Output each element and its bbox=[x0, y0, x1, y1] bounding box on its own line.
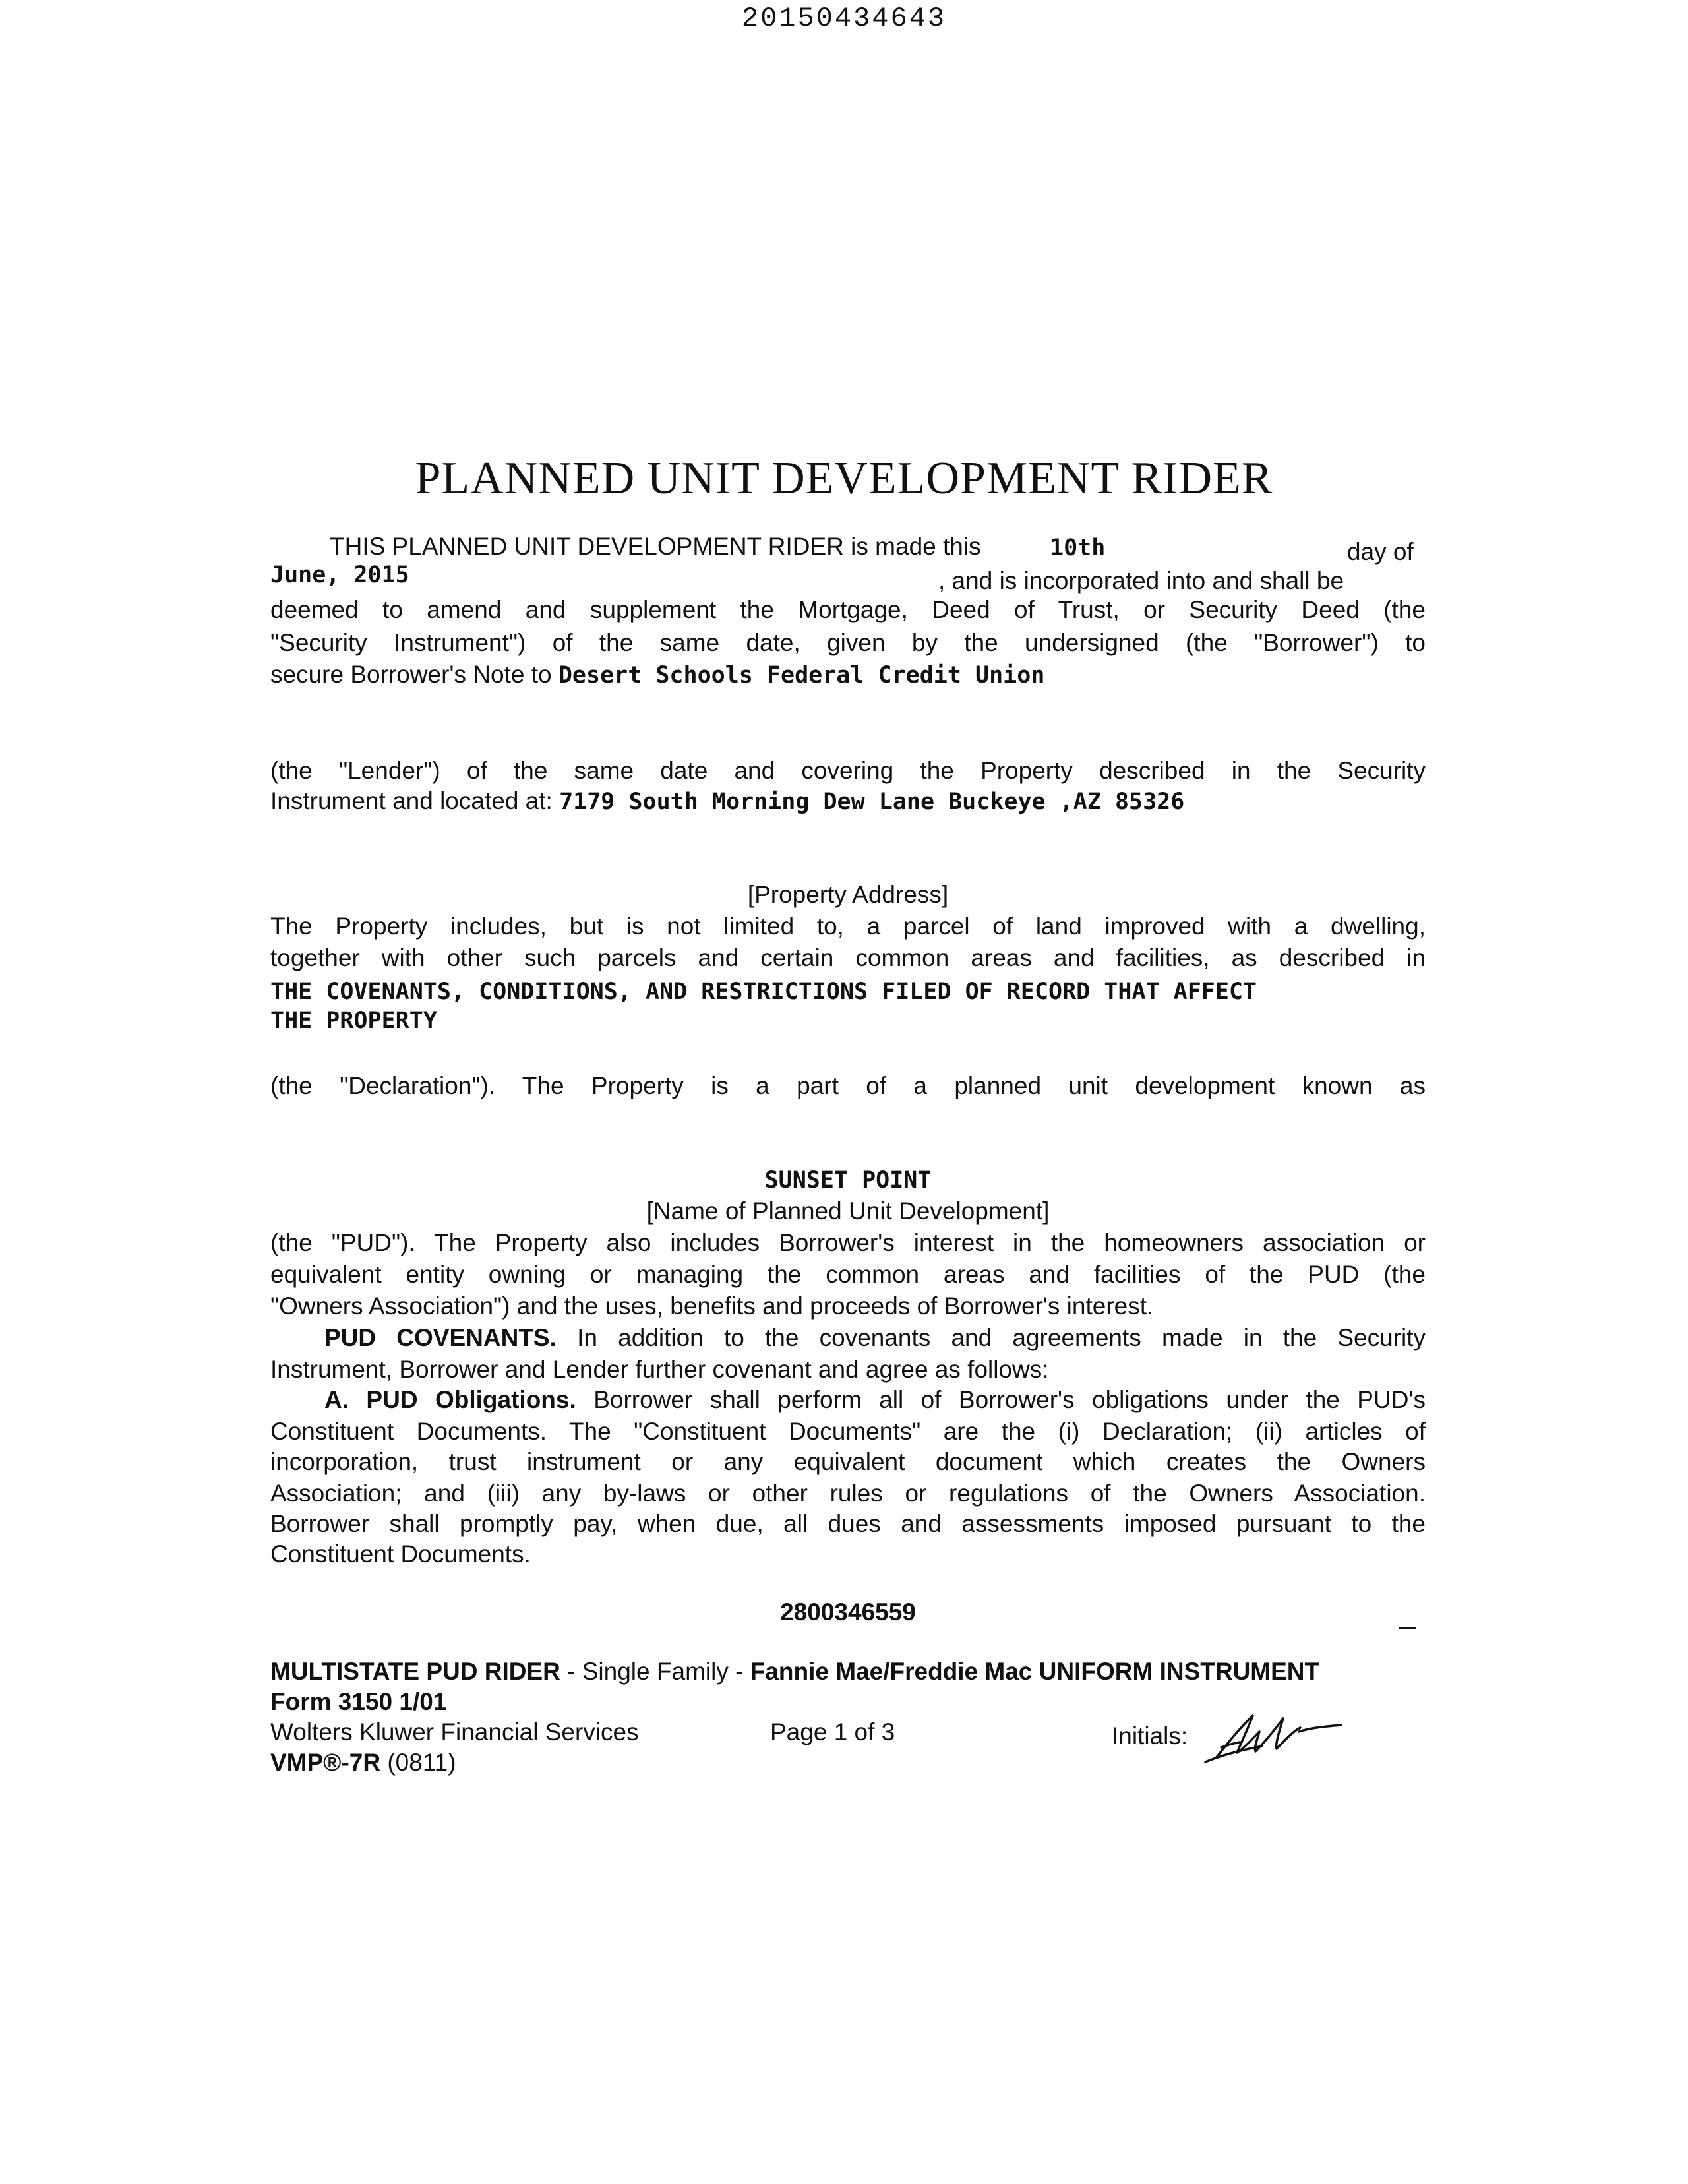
declaration-line: (the "Declaration"). The Property is a part of a planned unit development known as bbox=[270, 1072, 1426, 1099]
page-title: PLANNED UNIT DEVELOPMENT RIDER bbox=[415, 453, 1273, 504]
property-line2: together with other such parcels and certain common areas and facilities, as described in bbox=[270, 944, 1426, 971]
preamble-line2-tail: , and is incorporated into and shall be bbox=[938, 567, 1344, 594]
preamble-line1-tail: day of bbox=[1347, 538, 1414, 565]
footer-initials-label: Initials: bbox=[1112, 1722, 1188, 1749]
property-address-caption: [Property Address] bbox=[747, 881, 949, 908]
section-a-line2: Constituent Documents. The "Constituent Documents" are the (i) Declaration; (ii) articles of bbox=[270, 1418, 1426, 1445]
section-a-heading: A. PUD Obligations. bbox=[324, 1386, 576, 1413]
declaration-reference-line1: THE COVENANTS, CONDITIONS, AND RESTRICTIONS FILED OF RECORD THAT AFFECT bbox=[270, 979, 1257, 1005]
section-a-line3: incorporation, trust instrument or any equivalent document which creates the Owners bbox=[270, 1448, 1426, 1475]
pud-line2: equivalent entity owning or managing the common areas and facilities of the PUD (the bbox=[270, 1261, 1426, 1288]
covenants-heading: PUD COVENANTS. bbox=[324, 1324, 557, 1351]
footer-form-title: MULTISTATE PUD RIDER bbox=[270, 1658, 560, 1685]
initials-signature bbox=[1201, 1709, 1345, 1770]
section-a-line1-text: Borrower shall perform all of Borrower's obligations under the PUD's bbox=[593, 1386, 1426, 1413]
lender-line1: (the "Lender") of the same date and covering the Property described in the Security bbox=[270, 757, 1426, 784]
lender-line2 bbox=[270, 787, 1184, 815]
property-line1: The Property includes, but is not limited to, a parcel of land improved with a dwelling, bbox=[270, 913, 1426, 940]
declaration-reference-line2: THE PROPERTY bbox=[270, 1008, 437, 1034]
section-a-line4: Association; and (iii) any by-laws or other rules or regulations of the Owners Association. bbox=[270, 1480, 1426, 1507]
footer-uniform-instrument: Fannie Mae/Freddie Mac UNIFORM INSTRUMENT bbox=[750, 1658, 1320, 1685]
footer-single-family: - Single Family - bbox=[567, 1658, 744, 1685]
preamble-line5 bbox=[270, 661, 1044, 688]
document-number: 20150434643 bbox=[741, 3, 947, 34]
section-a-line1 bbox=[324, 1386, 1426, 1414]
footer-form-number: Form 3150 1/01 bbox=[270, 1688, 447, 1715]
pud-name-caption: [Name of Planned Unit Development] bbox=[646, 1198, 1050, 1225]
section-a-line6: Constituent Documents. bbox=[270, 1540, 531, 1567]
covenants-line1-text: In addition to the covenants and agreements made in the Security bbox=[577, 1324, 1426, 1351]
covenants-line1 bbox=[324, 1324, 1426, 1352]
preamble-line4: "Security Instrument") of the same date, given by the undersigned (the "Borrower") to bbox=[270, 629, 1426, 656]
loan-number: 2800346559 bbox=[780, 1598, 916, 1625]
footer-vmp-code: VMP®-7R bbox=[270, 1749, 381, 1776]
lender-name: Desert Schools Federal Credit Union bbox=[558, 662, 1045, 688]
footer-vmp-line bbox=[270, 1749, 456, 1776]
preamble-line5-lead: secure Borrower's Note to bbox=[270, 661, 552, 688]
covenants-line2: Instrument, Borrower and Lender further covenant and agree as follows: bbox=[270, 1356, 1049, 1383]
preamble-line1-lead: THIS PLANNED UNIT DEVELOPMENT RIDER is made this bbox=[330, 533, 981, 560]
property-address: 7179 South Morning Dew Lane Buckeye ,AZ 85326 bbox=[559, 789, 1185, 815]
footer-form-line bbox=[270, 1658, 1319, 1685]
section-a-line5: Borrower shall promptly pay, when due, all dues and assessments imposed pursuant to the bbox=[270, 1510, 1426, 1537]
rider-day: 10th bbox=[1050, 535, 1106, 561]
pud-name: SUNSET POINT bbox=[764, 1167, 932, 1194]
pud-line1: (the "PUD"). The Property also includes Borrower's interest in the homeowners association or bbox=[270, 1229, 1426, 1256]
footer-vmp-revision: (0811) bbox=[387, 1749, 456, 1776]
footer-page-number: Page 1 of 3 bbox=[770, 1718, 895, 1745]
separator-dash bbox=[1399, 1627, 1416, 1629]
pud-line3: "Owners Association") and the uses, benefits and proceeds of Borrower's interest. bbox=[270, 1292, 1154, 1320]
lender-line2-lead: Instrument and located at: bbox=[270, 787, 553, 814]
footer-publisher: Wolters Kluwer Financial Services bbox=[270, 1718, 639, 1745]
rider-date: June, 2015 bbox=[270, 562, 409, 588]
preamble-line3: deemed to amend and supplement the Mortgage, Deed of Trust, or Security Deed (the bbox=[270, 596, 1426, 623]
